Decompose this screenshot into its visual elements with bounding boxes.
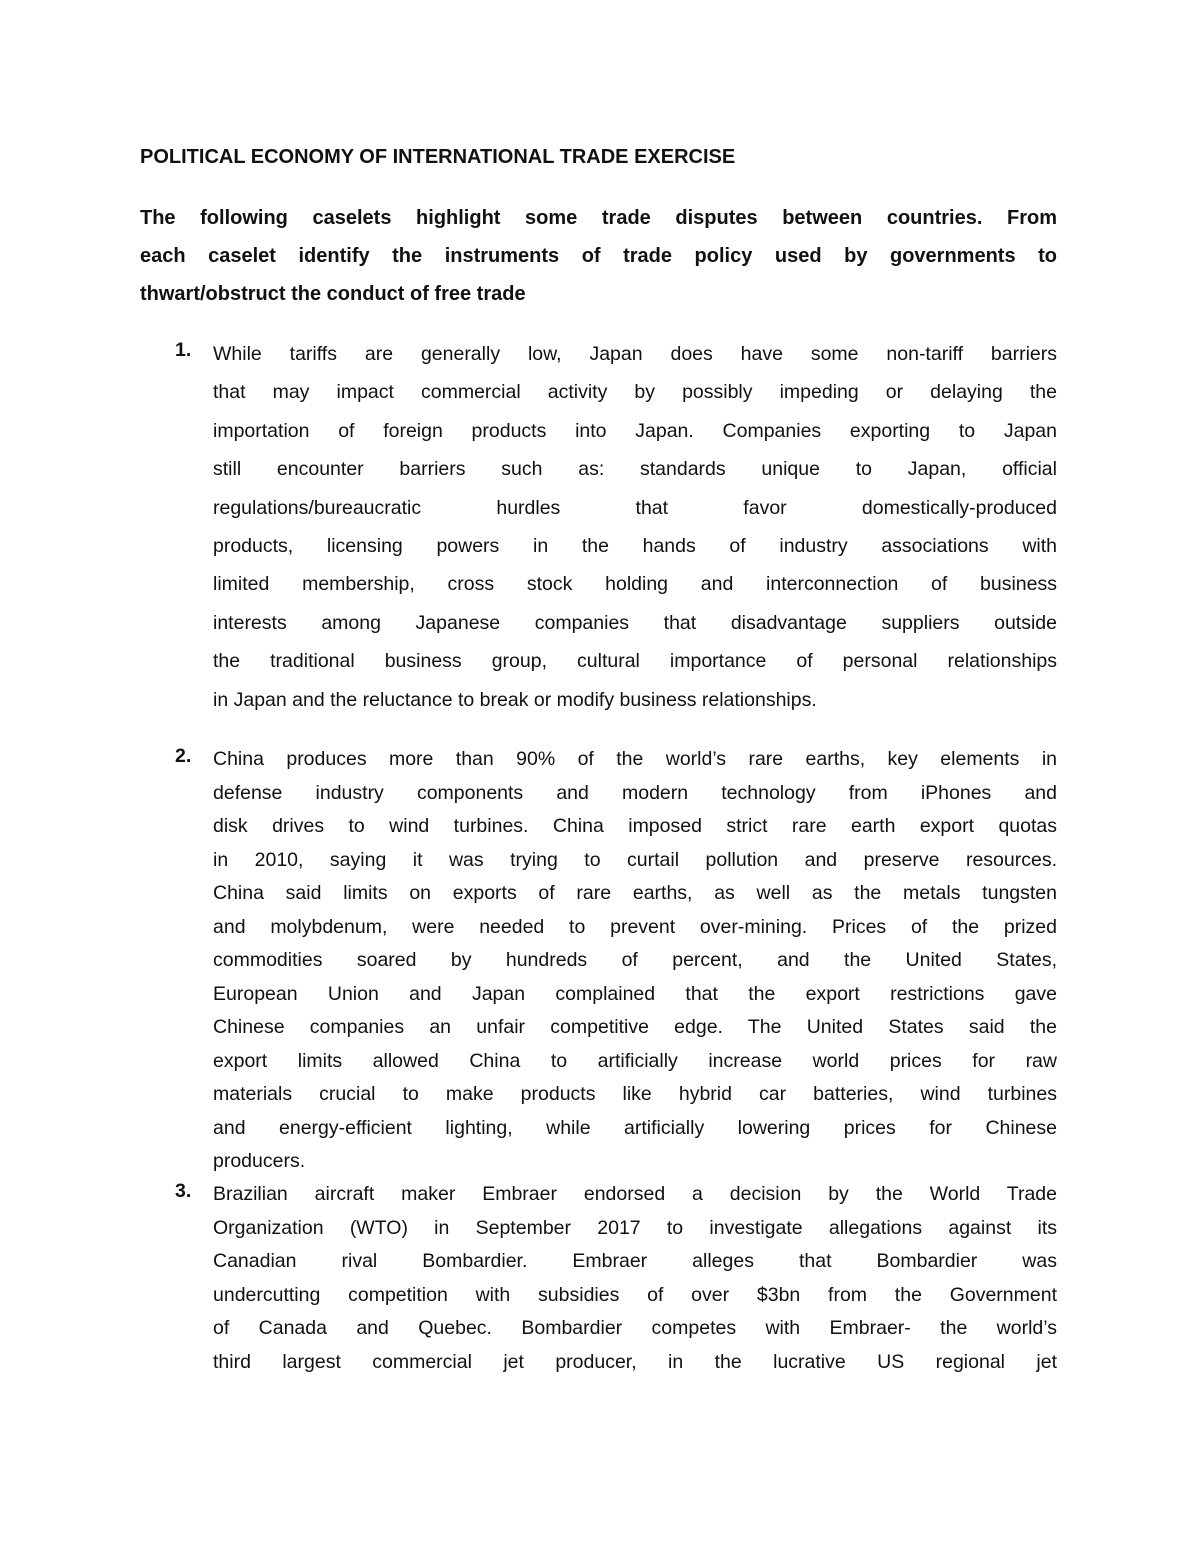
caselet-line: undercutting competition with subsidies of over $3bn from the Government (213, 1283, 1057, 1306)
caselet-line: Organization (WTO) in September 2017 to investigate allegations against its (213, 1216, 1057, 1239)
caselet-line: European Union and Japan complained that the export restrictions gave (213, 982, 1057, 1005)
caselet-line: Chinese companies an unfair competitive edge. The United States said the (213, 1016, 1057, 1038)
caselet-text (213, 1180, 1057, 1381)
caselet-line: export limits allowed China to artificially increase world prices for raw (213, 1049, 1057, 1072)
caselet-2 (175, 745, 1057, 1181)
caselet-line: still encounter barriers such as: standards unique to Japan, official (213, 458, 1057, 481)
caselet-line: interests among Japanese companies that disadvantage suppliers outside (213, 611, 1057, 634)
caselet-line: commodities soared by hundreds of percent, and the United States, (213, 949, 1057, 971)
caselet-line: products, licensing powers in the hands of industry associations with (213, 534, 1057, 557)
caselet-line: limited membership, cross stock holding and interconnection of business (213, 573, 1057, 596)
caselet-text (213, 339, 1057, 723)
instruction-line: each caselet identify the instruments of trade policy used by governments to (140, 245, 1057, 267)
caselet-line: importation of foreign products into Japan. Companies exporting to Japan (213, 419, 1057, 442)
caselet-line: While tariffs are generally low, Japan does have some non-tariff barriers (213, 343, 1057, 365)
caselet-text (213, 745, 1057, 1181)
list-number: 1. (175, 339, 192, 361)
caselet-line: producers. (213, 1150, 306, 1172)
caselet-line: in 2010, saying it was trying to curtail pollution and preserve resources. (213, 848, 1057, 871)
caselet-line: China produces more than 90% of the world’s rare earths, key elements in (213, 748, 1057, 770)
instruction-line: thwart/obstruct the conduct of free trade (140, 283, 526, 305)
caselet-line: China said limits on exports of rare earths, as well as the metals tungsten (213, 882, 1057, 904)
caselet-line: Canadian rival Bombardier. Embraer alleges that Bombardier was (213, 1250, 1057, 1272)
caselet-line: disk drives to wind turbines. China imposed strict rare earth export quotas (213, 815, 1057, 837)
document-title: POLITICAL ECONOMY OF INTERNATIONAL TRADE EXERCISE (140, 146, 736, 168)
caselet-line: in Japan and the reluctance to break or modify business relationships. (213, 688, 817, 711)
caselet-line: that may impact commercial activity by possibly impeding or delaying the (213, 381, 1057, 404)
caselet-line: materials crucial to make products like hybrid car batteries, wind turbines (213, 1083, 1057, 1105)
list-number: 2. (175, 745, 192, 767)
caselet-line: of Canada and Quebec. Bombardier competes with Embraer- the world’s (213, 1317, 1057, 1339)
caselet-line: the traditional business group, cultural importance of personal relationships (213, 650, 1057, 673)
list-number: 3. (175, 1180, 192, 1202)
caselet-line: defense industry components and modern technology from iPhones and (213, 781, 1057, 804)
caselet-line: and molybdenum, were needed to prevent over-mining. Prices of the prized (213, 915, 1057, 938)
caselet-line: Brazilian aircraft maker Embraer endorsed a decision by the World Trade (213, 1183, 1057, 1205)
caselet-line: regulations/bureaucratic hurdles that favor domestically-produced (213, 496, 1057, 519)
caselet-3 (175, 1180, 1057, 1381)
instructions (140, 203, 1057, 317)
caselet-line: and energy-efficient lighting, while artificially lowering prices for Chinese (213, 1116, 1057, 1139)
instruction-line: The following caselets highlight some trade disputes between countries. From (140, 207, 1057, 229)
caselet-1 (175, 339, 1057, 723)
caselet-line: third largest commercial jet producer, in the lucrative US regional jet (213, 1350, 1057, 1373)
